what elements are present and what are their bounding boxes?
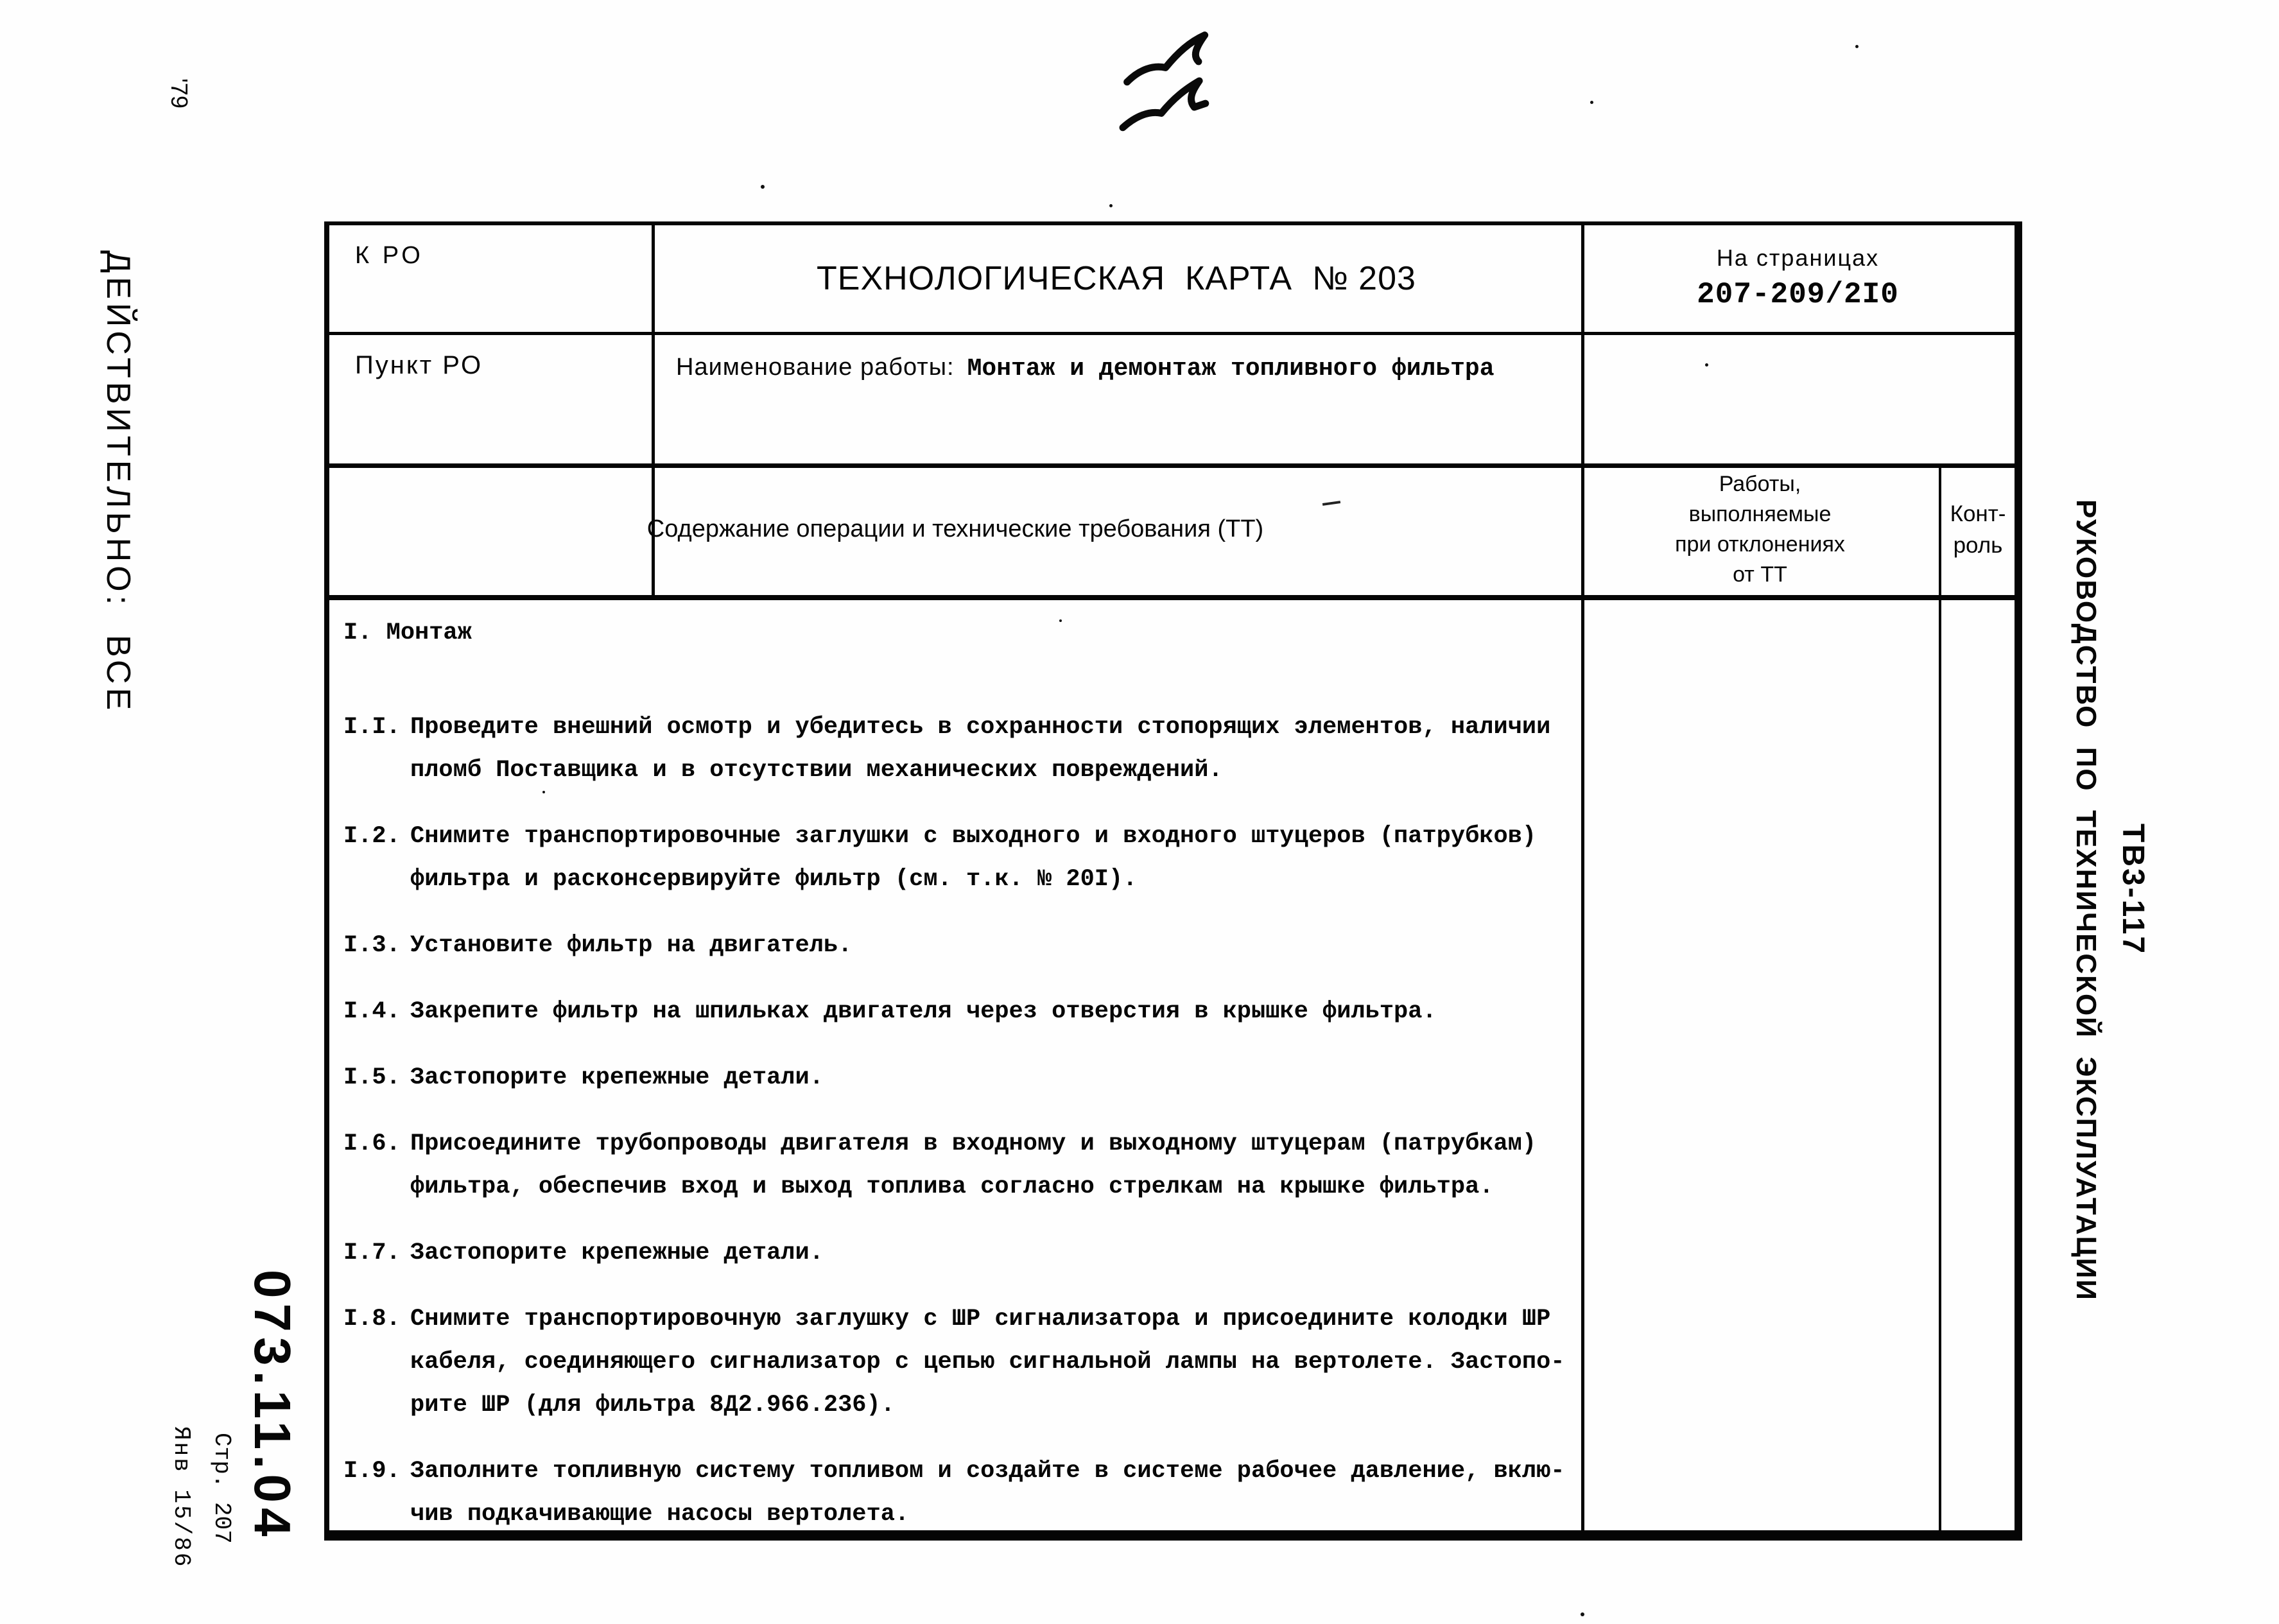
operation-item	[343, 990, 1581, 1033]
operation-lines	[410, 924, 852, 967]
operation-lines	[410, 1232, 824, 1275]
operation-lines	[410, 990, 1437, 1033]
punkt-ro-cell: Пункт РО	[355, 351, 483, 379]
operation-lines	[410, 706, 1550, 792]
scan-speck	[1590, 101, 1593, 104]
operation-line: Снимите транспортировочные заглушки с выходного и входного штуцеров (патрубков)	[410, 823, 1537, 850]
divider-control-column	[1939, 465, 1941, 1530]
operation-number: I.7.	[343, 1240, 401, 1266]
scan-speck	[542, 791, 545, 793]
operation-line: рите ШР (для фильтра 8Д2.966.236).	[410, 1392, 895, 1419]
divider-content-column	[1581, 225, 1584, 1530]
operation-lines	[410, 1123, 1536, 1209]
scan-speck	[1581, 1612, 1584, 1616]
control-header-line: роль	[1953, 532, 2003, 558]
work-name-value: Монтаж и демонтаж топливного фильтра	[967, 355, 1495, 383]
deviations-header-line: выполняемые	[1688, 501, 1832, 526]
scan-speck	[1109, 204, 1113, 207]
deviations-header-line: Работы,	[1719, 471, 1801, 496]
operations-cell	[329, 595, 1581, 1530]
deviations-header-line: от ТТ	[1733, 562, 1787, 587]
operation-line: кабеля, соединяющего сигнализатор с цепью сигнальной лампы на вертолете. Застопо-	[410, 1349, 1565, 1376]
operation-lines	[410, 815, 1536, 901]
page-reference: Стр. 207	[209, 1433, 235, 1544]
column-header-content: Содержание операции и технические требования (ТТ)	[646, 515, 1264, 542]
tech-card-table	[324, 221, 2022, 1541]
operation-item	[343, 1057, 1581, 1100]
operation-line: Присоедините трубопроводы двигателя в входному и выходному штуцерам (патрубкам)	[410, 1130, 1537, 1157]
handwritten-44-mark	[1108, 21, 1242, 155]
operation-item	[343, 1123, 1581, 1209]
operation-item	[343, 706, 1581, 792]
operation-line: Заполните топливную систему топливом и создайте в системе рабочее давление, вклю-	[410, 1458, 1565, 1485]
operation-line: Снимите транспортировочную заглушку с ШР сигнализатора и присоедините колодки ШР	[410, 1306, 1551, 1333]
on-pages-value: 207-209/2I0	[1697, 278, 1899, 311]
doc-code-stamp: 073.11.04	[244, 1270, 301, 1542]
validity-stamp: ДЕЙСТВИТЕЛЬНО: ВСЕ	[100, 250, 137, 714]
operation-number: I.4.	[343, 998, 401, 1025]
operation-number: I.I.	[343, 714, 401, 741]
operation-number: I.5.	[343, 1064, 401, 1091]
operation-item	[343, 924, 1581, 967]
operation-line: Застопорите крепежные детали.	[410, 1240, 824, 1266]
scan-speck	[1855, 45, 1859, 48]
operation-number: I.2.	[343, 823, 401, 850]
operation-line: Закрепите фильтр на шпильках двигателя через отверстия в крышке фильтра.	[410, 998, 1437, 1025]
scan-speck	[1705, 363, 1708, 367]
column-header-control	[1939, 463, 2017, 595]
scan-speck	[1059, 619, 1062, 622]
operation-line: Установите фильтр на двигатель.	[410, 932, 853, 959]
operation-line: фильтра, обеспечив вход и выход топлива согласно стрелкам на крышке фильтра.	[410, 1173, 1494, 1200]
work-name-cell	[676, 354, 1495, 383]
operation-lines	[410, 1450, 1565, 1530]
operation-number: I.8.	[343, 1306, 401, 1333]
operation-line: Застопорите крепежные детали.	[410, 1064, 824, 1091]
operation-number: I.6.	[343, 1130, 401, 1157]
operation-line: Проведите внешний осмотр и убедитесь в сохранности стопорящих элементов, наличии	[410, 714, 1551, 741]
operation-item	[343, 1232, 1581, 1275]
rule-under-header-row1	[329, 332, 2015, 335]
card-title: ТЕХНОЛОГИЧЕСКАЯ КАРТА № 203	[817, 260, 1416, 297]
operation-item	[343, 1298, 1581, 1427]
control-header-line: Конт-	[1950, 501, 2006, 526]
operation-number: I.3.	[343, 932, 401, 959]
column-header-deviations	[1581, 463, 1939, 595]
operation-item	[343, 1450, 1581, 1530]
scan-speck	[761, 185, 765, 189]
to-ro-cell: К РО	[355, 242, 424, 269]
operation-line: чив подкачивающие насосы вертолета.	[410, 1501, 910, 1528]
section-heading: I. Монтаж	[343, 619, 472, 646]
operation-item	[343, 815, 1581, 901]
date-reference: Янв 15/86	[168, 1426, 195, 1569]
deviations-header-line: при отклонениях	[1675, 531, 1845, 557]
operation-number: I.9.	[343, 1458, 401, 1485]
work-name-label: Наименование работы:	[676, 354, 955, 381]
on-pages-cell	[1581, 225, 2015, 332]
operation-line: фильтра и расконсервируйте фильтр (см. т.к. № 20I).	[410, 866, 1138, 893]
on-pages-label: На страницах	[1716, 245, 1880, 271]
manual-title: РУКОВОДСТВО ПО ТЕХНИЧЕСКОЙ ЭКСПЛУАТАЦИИ	[2070, 499, 2102, 1302]
corner-year-mark: '79	[166, 78, 193, 108]
operation-lines	[410, 1057, 824, 1100]
operation-lines	[410, 1298, 1565, 1427]
document-number: ТВ3-117	[2116, 824, 2150, 956]
operation-line: пломб Поставщика и в отсутствии механических повреждений.	[410, 757, 1223, 784]
